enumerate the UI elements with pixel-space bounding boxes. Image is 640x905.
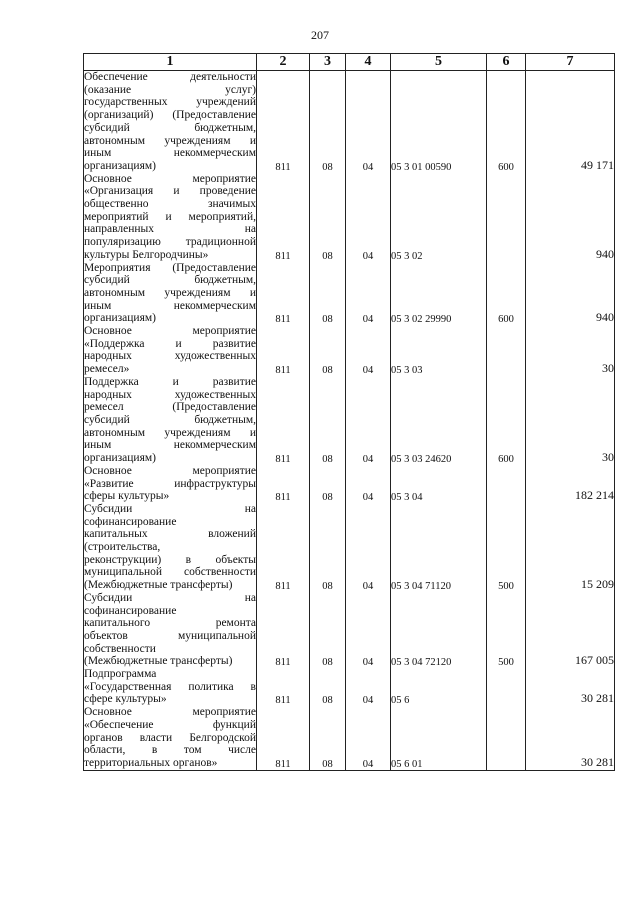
row-name-line: (организаций) (Предоставление xyxy=(84,109,256,122)
row-name xyxy=(84,592,257,668)
row-name-line: капитального ремонта xyxy=(84,617,256,630)
row-name-line: сфере культуры» xyxy=(84,693,167,706)
ministry-code: 811 xyxy=(257,262,310,326)
subsection-code: 04 xyxy=(346,668,391,706)
row-name-line: народных художественных xyxy=(84,350,256,363)
column-header-6: 6 xyxy=(487,54,526,71)
target-article-code: 05 3 03 xyxy=(391,325,487,376)
section-code: 08 xyxy=(310,262,346,326)
ministry-code: 811 xyxy=(257,503,310,592)
row-name-line: субсидий бюджетным, xyxy=(84,121,256,134)
row-name-line: софинансирование xyxy=(84,515,177,528)
row-name xyxy=(84,71,257,173)
row-name xyxy=(84,706,257,770)
column-header-5: 5 xyxy=(391,54,487,71)
section-code: 08 xyxy=(310,706,346,770)
subsection-code: 04 xyxy=(346,503,391,592)
subsection-code: 04 xyxy=(346,173,391,262)
row-name-line: капитальных вложений xyxy=(84,528,256,541)
expense-type-code xyxy=(487,668,526,706)
target-article-code: 05 3 02 29990 xyxy=(391,262,487,326)
ministry-code: 811 xyxy=(257,71,310,173)
target-article-code: 05 3 04 xyxy=(391,465,487,503)
target-article-code: 05 6 xyxy=(391,668,487,706)
row-name-line: иным некоммерческим xyxy=(84,147,256,160)
row-name-line: автономным учреждениям и xyxy=(84,134,256,147)
row-name-line: автономным учреждениям и xyxy=(84,426,256,439)
row-name-line: субсидий бюджетным, xyxy=(84,274,256,287)
row-name-line: Обеспечение деятельности xyxy=(84,71,256,83)
row-name-line: организациям) xyxy=(84,312,156,325)
amount: 30 281 xyxy=(526,668,615,706)
table-body xyxy=(84,71,615,771)
row-name-line: «Развитие инфраструктуры xyxy=(84,477,256,490)
target-article-code: 05 3 03 24620 xyxy=(391,376,487,465)
section-code: 08 xyxy=(310,325,346,376)
page-number: 207 xyxy=(311,28,329,42)
ministry-code: 811 xyxy=(257,376,310,465)
amount: 49 171 xyxy=(526,71,615,173)
subsection-code: 04 xyxy=(346,465,391,503)
subsection-code: 04 xyxy=(346,376,391,465)
column-header-7: 7 xyxy=(526,54,615,71)
row-name-line: объектов муниципальной xyxy=(84,629,256,642)
column-header-4: 4 xyxy=(346,54,391,71)
amount: 940 xyxy=(526,173,615,262)
ministry-code: 811 xyxy=(257,173,310,262)
subsection-code: 04 xyxy=(346,71,391,173)
row-name-line: (строительства, xyxy=(84,541,161,554)
row-name-line: народных художественных xyxy=(84,388,256,401)
row-name-line: реконструкции) в объекты xyxy=(84,553,256,566)
ministry-code: 811 xyxy=(257,325,310,376)
row-name xyxy=(84,262,257,326)
ministry-code: 811 xyxy=(257,592,310,668)
expense-type-code xyxy=(487,706,526,770)
table-row xyxy=(84,668,615,706)
row-name-line: (Межбюджетные трансферты) xyxy=(84,579,233,592)
column-header-2: 2 xyxy=(257,54,310,71)
column-header-1: 1 xyxy=(84,54,257,71)
row-name-line: ремесел» xyxy=(84,363,130,376)
row-name-line: Подпрограмма xyxy=(84,668,157,681)
row-name xyxy=(84,325,257,376)
amount: 167 005 xyxy=(526,592,615,668)
table-row xyxy=(84,71,615,173)
expense-type-code xyxy=(487,325,526,376)
section-code: 08 xyxy=(310,376,346,465)
ministry-code: 811 xyxy=(257,668,310,706)
row-name xyxy=(84,465,257,503)
table-header-row xyxy=(84,54,615,71)
row-name-line: Основное мероприятие xyxy=(84,172,256,185)
row-name-line: иным некоммерческим xyxy=(84,299,256,312)
amount: 940 xyxy=(526,262,615,326)
row-name-line: (оказание услуг) xyxy=(84,83,256,96)
section-code: 08 xyxy=(310,173,346,262)
section-code: 08 xyxy=(310,668,346,706)
row-name-line: популяризацию традиционной xyxy=(84,236,256,249)
expense-type-code xyxy=(487,465,526,503)
expense-type-code: 600 xyxy=(487,262,526,326)
section-code: 08 xyxy=(310,592,346,668)
expense-type-code: 600 xyxy=(487,376,526,465)
expense-type-code: 500 xyxy=(487,503,526,592)
expense-type-code xyxy=(487,173,526,262)
row-name xyxy=(84,668,257,706)
expense-type-code: 500 xyxy=(487,592,526,668)
section-code: 08 xyxy=(310,503,346,592)
expense-type-code: 600 xyxy=(487,71,526,173)
target-article-code: 05 3 04 71120 xyxy=(391,503,487,592)
table-row xyxy=(84,262,615,326)
target-article-code: 05 3 01 00590 xyxy=(391,71,487,173)
section-code: 08 xyxy=(310,465,346,503)
subsection-code: 04 xyxy=(346,325,391,376)
row-name-line: культуры Белгородчины» xyxy=(84,248,209,261)
subsection-code: 04 xyxy=(346,592,391,668)
row-name-line: иным некоммерческим xyxy=(84,439,256,452)
row-name-line: направленных на xyxy=(84,223,256,236)
row-name-line: организациям) xyxy=(84,452,156,465)
subsection-code: 04 xyxy=(346,706,391,770)
amount: 182 214 xyxy=(526,465,615,503)
row-name-line: субсидий бюджетным, xyxy=(84,413,256,426)
row-name-line: организациям) xyxy=(84,159,156,172)
row-name-line: Поддержка и развитие xyxy=(84,375,256,388)
row-name-line: софинансирование xyxy=(84,604,177,617)
table-row xyxy=(84,376,615,465)
row-name-line: Мероприятия (Предоставление xyxy=(84,261,256,274)
row-name-line: территориальных органов» xyxy=(84,756,218,769)
table-row xyxy=(84,592,615,668)
row-name-line: государственных учреждений xyxy=(84,96,256,109)
target-article-code: 05 3 04 72120 xyxy=(391,592,487,668)
table-row xyxy=(84,173,615,262)
row-name-line: области, в том числе xyxy=(84,744,256,757)
section-code: 08 xyxy=(310,71,346,173)
row-name-line: ремесел (Предоставление xyxy=(84,401,256,414)
ministry-code: 811 xyxy=(257,465,310,503)
amount: 30 281 xyxy=(526,706,615,770)
row-name-line: «Обеспечение функций xyxy=(84,718,256,731)
target-article-code: 05 3 02 xyxy=(391,173,487,262)
row-name-line: собственности xyxy=(84,642,156,655)
row-name-line: «Поддержка и развитие xyxy=(84,337,256,350)
row-name xyxy=(84,173,257,262)
subsection-code: 04 xyxy=(346,262,391,326)
row-name-line: Субсидии на xyxy=(84,502,256,515)
table-row xyxy=(84,325,615,376)
row-name xyxy=(84,376,257,465)
row-name-line: «Государственная политика в xyxy=(84,680,256,693)
row-name-line: Основное мероприятие xyxy=(84,325,256,338)
table-row xyxy=(84,706,615,770)
table-row xyxy=(84,465,615,503)
column-header-3: 3 xyxy=(310,54,346,71)
row-name-line: общественно значимых xyxy=(84,198,256,211)
row-name-line: мероприятий и мероприятий, xyxy=(84,210,256,223)
row-name-line: Основное мероприятие xyxy=(84,464,256,477)
ministry-code: 811 xyxy=(257,706,310,770)
row-name-line: сферы культуры» xyxy=(84,490,170,503)
row-name xyxy=(84,503,257,592)
table-row xyxy=(84,503,615,592)
row-name-line: Основное мероприятие xyxy=(84,706,256,719)
target-article-code: 05 6 01 xyxy=(391,706,487,770)
row-name-line: Субсидии на xyxy=(84,591,256,604)
row-name-line: муниципальной собственности xyxy=(84,566,256,579)
budget-table xyxy=(83,53,615,771)
row-name-line: (Межбюджетные трансферты) xyxy=(84,655,233,668)
amount: 30 xyxy=(526,325,615,376)
row-name-line: «Организация и проведение xyxy=(84,185,256,198)
row-name-line: органов власти Белгородской xyxy=(84,731,256,744)
amount: 15 209 xyxy=(526,503,615,592)
amount: 30 xyxy=(526,376,615,465)
row-name-line: автономным учреждениям и xyxy=(84,286,256,299)
